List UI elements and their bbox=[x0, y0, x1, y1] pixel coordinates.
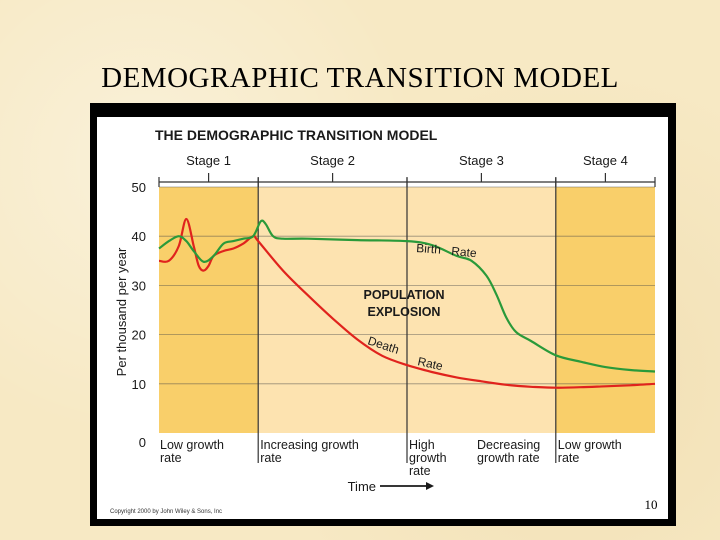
stage-band-4 bbox=[556, 187, 655, 433]
slide-number: 10 bbox=[644, 497, 658, 512]
copyright-note: Copyright 2000 by John Wiley & Sons, Inc bbox=[110, 509, 223, 515]
death-rate-label-word: Death bbox=[366, 333, 401, 357]
stage-caption: growth rate bbox=[477, 451, 540, 465]
y-tick-label: 20 bbox=[131, 327, 146, 343]
figure-frame bbox=[90, 103, 676, 526]
slide-title: DEMOGRAPHIC TRANSITION MODEL bbox=[101, 62, 619, 94]
population-explosion-annotation: POPULATION bbox=[363, 288, 445, 302]
stage-caption: rate bbox=[557, 451, 580, 465]
stage-caption: growth bbox=[409, 451, 447, 465]
stage-caption: rate bbox=[260, 451, 282, 465]
stage-band-1 bbox=[159, 187, 258, 433]
stage-label-3: Stage 3 bbox=[458, 153, 504, 168]
stage-caption: Increasing growth bbox=[260, 438, 359, 452]
stage-caption: Low growth bbox=[557, 438, 622, 452]
chart-title: THE DEMOGRAPHIC TRANSITION MODEL bbox=[155, 127, 438, 143]
stage-caption: rate bbox=[409, 464, 431, 478]
y-tick-label: 10 bbox=[131, 376, 146, 392]
y-tick-label: 40 bbox=[131, 229, 146, 245]
y-tick-label: 0 bbox=[138, 435, 146, 450]
death-rate-label-word: Rate bbox=[416, 354, 445, 374]
demographic-transition-chart bbox=[90, 103, 676, 526]
population-explosion-annotation: EXPLOSION bbox=[367, 305, 441, 319]
y-tick-label: 50 bbox=[131, 180, 146, 195]
birth-rate-label-word: Birth bbox=[415, 241, 442, 257]
stage-label-4: Stage 4 bbox=[582, 153, 628, 168]
stage-label-2: Stage 2 bbox=[310, 153, 356, 168]
stage-caption: High bbox=[409, 438, 435, 452]
y-tick-label: 30 bbox=[131, 278, 146, 294]
stage-caption: rate bbox=[160, 451, 182, 465]
stage-label-1: Stage 1 bbox=[186, 153, 232, 168]
stage-caption: Decreasing bbox=[477, 438, 541, 452]
y-axis-label: Per thousand per year bbox=[114, 247, 129, 377]
birth-rate-label-word: Rate bbox=[450, 244, 478, 261]
x-axis-label: Time bbox=[347, 479, 376, 494]
stage-caption: Low growth bbox=[160, 438, 224, 452]
